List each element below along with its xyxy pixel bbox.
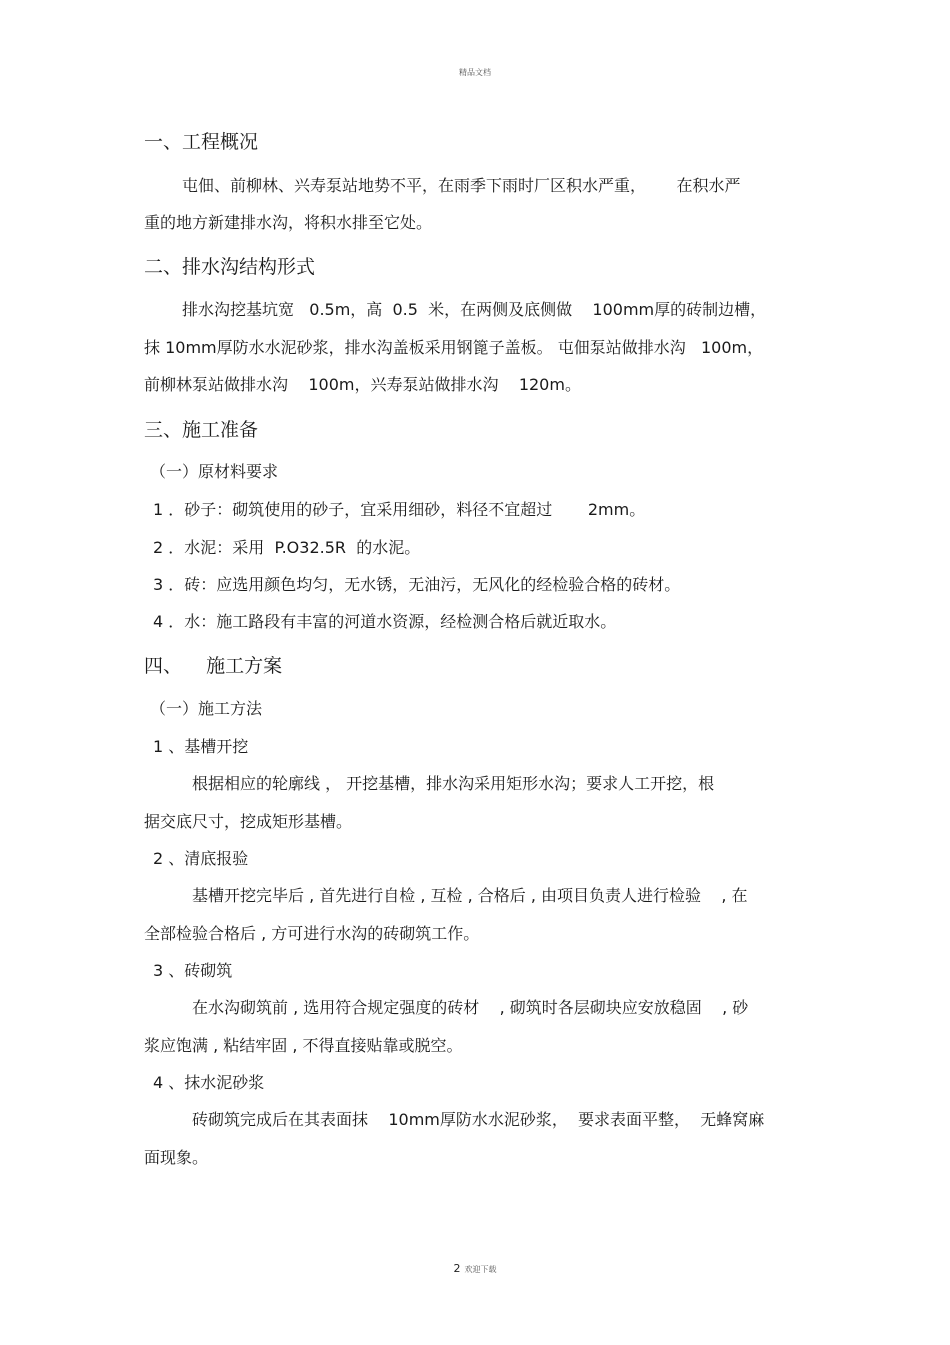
- section-title-structure: 二、排水沟结构形式: [144, 256, 316, 278]
- item-heading: 1 、基槽开挖: [153, 737, 249, 756]
- footer-note: 欢迎下载: [464, 1265, 497, 1274]
- paragraph-line: 砖砌筑完成后在其表面抹 10mm厚防水水泥砂浆， 要求表面平整， 无蜂窝麻: [192, 1110, 765, 1129]
- paragraph-line: 面现象。: [144, 1148, 209, 1167]
- paragraph-line: 重的地方新建排水沟，将积水排至它处。: [144, 213, 433, 232]
- page-number: 2: [453, 1262, 461, 1275]
- paragraph-line: 排水沟挖基坑宽 0.5m，高 0.5 米，在两侧及底侧做 100mm厚的砖制边槽，: [182, 300, 767, 319]
- paragraph-line: 基槽开挖完毕后 , 首先进行自检 , 互检 , 合格后 , 由项目负责人进行检验 , 在: [192, 886, 748, 905]
- list-item: 1 ．砂子：砌筑使用的砂子，宜采用细砂，料径不宜超过 2mm。: [153, 500, 646, 519]
- subsection-title: （一）原材料要求: [150, 462, 279, 481]
- paragraph-line: 屯佃、前柳林、兴寿泵站地势不平，在雨季下雨时厂区积水严重， 在积水严: [182, 176, 741, 195]
- list-item: 4 ．水：施工路段有丰富的河道水资源，经检测合格后就近取水。: [153, 612, 617, 631]
- header-watermark: 精品文档: [459, 68, 491, 77]
- paragraph-line: 全部检验合格后 , 方可进行水沟的砖砌筑工作。: [144, 924, 480, 943]
- section-title-overview: 一、工程概况: [144, 131, 259, 153]
- paragraph-line: 前柳林泵站做排水沟 100m，兴寿泵站做排水沟 120m。: [144, 375, 581, 394]
- paragraph-line: 浆应饱满 , 粘结牢固 , 不得直接贴靠或脱空。: [144, 1036, 463, 1055]
- item-heading: 4 、抹水泥砂浆: [153, 1073, 265, 1092]
- paragraph-line: 抹 10mm厚防水水泥砂浆，排水沟盖板采用钢篦子盖板。 屯佃泵站做排水沟 100m，: [144, 338, 764, 357]
- item-heading: 2 、清底报验: [153, 849, 249, 868]
- paragraph-line: 在水沟砌筑前 , 选用符合规定强度的砖材 , 砌筑时各层砌块应安放稳固 , 砂: [192, 998, 749, 1017]
- list-item: 3 ．砖：应选用颜色均匀，无水锈，无油污，无风化的经检验合格的砖材。: [153, 575, 681, 594]
- paragraph-line: 据交底尺寸，挖成矩形基槽。: [144, 812, 353, 831]
- section-title-plan: 四、 施工方案: [144, 655, 283, 677]
- page-footer: [0, 1262, 950, 1275]
- item-heading: 3 、砖砌筑: [153, 961, 233, 980]
- paragraph-line: 根据相应的轮廓线 ， 开挖基槽，排水沟采用矩形水沟；要求人工开挖，根: [192, 774, 715, 793]
- section-title-preparation: 三、施工准备: [144, 419, 259, 441]
- list-item: 2 ．水泥：采用 P.O32.5R 的水泥。: [153, 538, 421, 557]
- subsection-title: （一）施工方法: [150, 699, 263, 718]
